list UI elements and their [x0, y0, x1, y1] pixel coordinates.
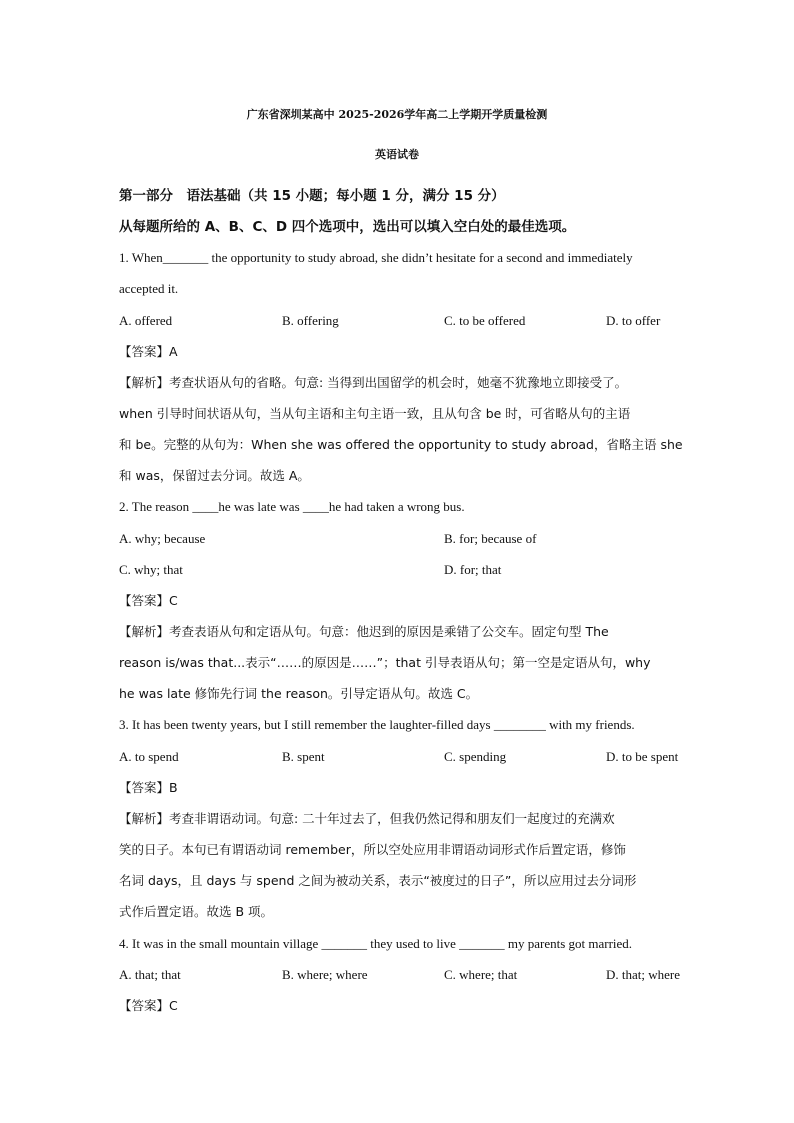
option-b: B. offering	[282, 313, 339, 328]
question-3-options	[119, 748, 679, 766]
question-4-stem: 4. It was in the small mountain village _______ they used to live _______ my parents got married.	[119, 936, 633, 951]
question-3-analysis: 式作后置定语。故选 B 项。	[119, 904, 274, 919]
option-b: B. where; where	[282, 967, 368, 982]
question-2-options	[119, 561, 679, 579]
question-3-stem: 3. It has been twenty years, but I still remember the laughter-filled days ________ with my friends.	[119, 717, 635, 732]
question-4-options	[119, 966, 679, 984]
option-a: A. to spend	[119, 749, 179, 764]
document-subtitle: 英语试卷	[375, 148, 419, 161]
option-d: D. to be spent	[606, 749, 679, 764]
question-2-analysis: 【解析】考查表语从句和定语从句。句意：他迟到的原因是乘错了公交车。固定句型 The	[119, 624, 609, 639]
option-d: D. to offer	[606, 313, 661, 328]
question-2-answer: 【答案】C	[119, 593, 178, 608]
question-3-analysis: 【解析】考查非谓语动词。句意: 二十年过去了，但我仍然记得和朋友们一起度过的充满欢	[119, 811, 615, 826]
option-a: A. that; that	[119, 967, 181, 982]
question-1-stem-cont: accepted it.	[119, 281, 179, 296]
section-heading: 第一部分 语法基础（共 15 小题；每小题 1 分，满分 15 分）	[119, 188, 505, 204]
question-1-answer: 【答案】A	[119, 344, 178, 359]
question-2-stem: 2. The reason ____he was late was ____he had taken a wrong bus.	[119, 499, 465, 514]
option-a: A. offered	[119, 313, 173, 328]
question-3-analysis: 名词 days，且 days 与 spend 之间为被动关系，表示“被度过的日子”，所以应用过去分词形	[119, 873, 637, 888]
option-c: C. why; that	[119, 562, 183, 577]
option-d: D. for; that	[444, 562, 502, 577]
question-3-answer: 【答案】B	[119, 780, 178, 795]
question-1-analysis: 【解析】考查状语从句的省略。句意: 当得到出国留学的机会时，她毫不犹豫地立即接受了。	[119, 375, 628, 390]
option-b: B. spent	[282, 749, 325, 764]
option-c: C. spending	[444, 749, 507, 764]
document-title: 广东省深圳某高中 2025-2026学年高二上学期开学质量检测	[246, 108, 548, 121]
question-1-analysis: 和 be。完整的从句为：When she was offered the opportunity to study abroad，省略主语 she	[119, 437, 683, 452]
question-1-stem: 1. When_______ the opportunity to study abroad, she didn’t hesitate for a second and immediately	[119, 250, 633, 265]
option-c: C. to be offered	[444, 313, 526, 328]
question-4-answer: 【答案】C	[119, 998, 178, 1013]
question-1-analysis: 和 was，保留过去分词。故选 A。	[119, 468, 310, 483]
question-1-options	[119, 312, 679, 330]
question-3-analysis: 笑的日子。本句已有谓语动词 remember，所以空处应用非谓语动词形式作后置定语，修饰	[119, 842, 626, 857]
question-2-analysis: he was late 修饰先行词 the reason。引导定语从句。故选 C。	[119, 686, 479, 701]
option-a: A. why; because	[119, 531, 206, 546]
option-b: B. for; because of	[444, 531, 537, 546]
question-1-analysis: when 引导时间状语从句，当从句主语和主句主语一致，且从句含 be 时，可省略从句的主语	[119, 406, 631, 421]
question-2-analysis: reason is/was that...表示“……的原因是……”；that 引导表语从句；第一空是定语从句，why	[119, 655, 651, 670]
option-d: D. that; where	[606, 967, 681, 982]
question-2-options	[119, 530, 679, 548]
instruction-text: 从每题所给的 A、B、C、D 四个选项中，选出可以填入空白处的最佳选项。	[119, 219, 576, 235]
option-c: C. where; that	[444, 967, 518, 982]
